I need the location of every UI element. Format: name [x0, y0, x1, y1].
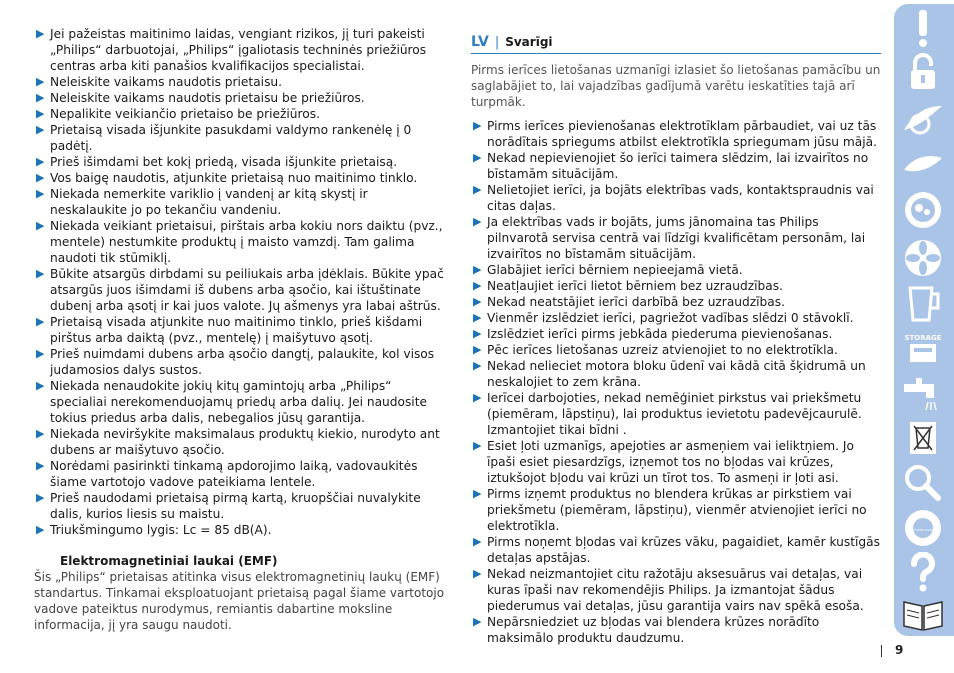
bullet-arrow-icon: ▶ — [36, 155, 45, 168]
bullet-text: Norėdami pasirinkti tinkamą apdorojimo laiką, vadovaukitės šiame vartotojo vadove pateikiama lentele. — [50, 459, 418, 489]
slicer-disc-icon[interactable] — [900, 144, 946, 184]
right-bullet-item — [471, 342, 883, 358]
left-bullet-item — [34, 346, 446, 378]
language-code: LV — [471, 34, 489, 50]
bin-icon[interactable] — [900, 418, 946, 458]
right-bullet-item — [471, 326, 883, 342]
bullet-arrow-icon: ▶ — [473, 119, 482, 132]
citrus-press-icon[interactable] — [900, 190, 946, 230]
bullet-text: Būkite atsargūs dirbdami su peiliukais arba įdėklais. Būkite ypač atsargūs juos išimdami iš dubens arba ąsočio, kai ištuštinate dubenį arba ąsotį ir kai juos valote. Jų ašmenys yra labai aštrūs. — [50, 267, 444, 313]
blender-jug-icon[interactable] — [900, 284, 946, 324]
blade-icon[interactable] — [900, 100, 946, 140]
left-bullet-item — [34, 186, 446, 218]
bullet-arrow-icon: ▶ — [36, 91, 45, 104]
bullet-text: Niekada nenaudokite jokių kitų gamintojų arba „Philips“ specialiai nerekomenduojamų priedų arba dalių. Jei naudosite tokius priedus arba dalis, nebegalios jūsų garantija. — [50, 379, 427, 425]
bullet-arrow-icon: ▶ — [36, 427, 45, 440]
whisk-icon[interactable] — [900, 238, 946, 278]
left-bullet-item — [34, 314, 446, 346]
exclamation-icon[interactable] — [900, 8, 946, 48]
bullet-text: Neleiskite vaikams naudotis prietaisu. — [50, 75, 283, 89]
bullet-text: Niekada neviršykite maksimalaus produktų kiekio, nurodyto ant dubens ar maišytuvo ąsočio. — [50, 427, 440, 457]
bullet-arrow-icon: ▶ — [36, 315, 45, 328]
right-bullet-item — [471, 294, 883, 310]
right-bullet-item — [471, 310, 883, 326]
bullet-arrow-icon: ▶ — [36, 75, 45, 88]
bullet-text: Niekada nemerkite variklio į vandenį ar kitą skystį ir neskalaukite jo po tekančiu vandeniu. — [50, 187, 368, 217]
page-number-divider — [881, 645, 882, 657]
bullet-arrow-icon: ▶ — [473, 391, 482, 404]
worldwide-guarantee-icon[interactable] — [900, 508, 946, 548]
bullet-text: Nekad neizmantojiet citu ražotāju aksesuārus vai detaļas, vai kuras īpaši nav rekomendējis Philips. Ja izmantojat šādus piederumus vai detaļas, jūsu garantija vairs nav spēkā esoša. — [487, 567, 864, 613]
bullet-text: Nelietojiet ierīci, ja bojāts elektrības vads, kontaktspraudnis vai citas daļas. — [487, 183, 874, 213]
left-bullet-item — [34, 90, 446, 106]
bullet-text: Prietaisą visada atjunkite nuo maitinimo tinklo, prieš kišdami pirštus arba daiktą (pvz., mentelę) į maišytuvo ąsotį. — [50, 315, 423, 345]
bullet-text: Vienmēr izslēdziet ierīci, pagriežot vadības slēdzi 0 stāvoklī. — [487, 311, 854, 325]
right-bullet-item — [471, 278, 883, 294]
right-bullet-item — [471, 118, 883, 150]
bullet-arrow-icon: ▶ — [473, 279, 482, 292]
bullet-text: Ierīcei darbojoties, nekad nemēģiniet pirkstus vai priekšmetu (piemēram, lāpstiņu), lai produktus ievietotu padevējcaurulē. Izmantojiet tikai bīdni . — [487, 391, 862, 437]
right-bullet-item — [471, 614, 883, 646]
left-bullet-item — [34, 154, 446, 170]
bullet-text: Nekad neatstājiet ierīci darbībā bez uzraudzības. — [487, 295, 785, 309]
bullet-text: Nepalikite veikiančio prietaiso be priežiūros. — [50, 107, 320, 121]
bullet-text: Pēc ierīces lietošanas uzreiz atvienojiet to no elektrotīkla. — [487, 343, 838, 357]
bullet-text: Glabājiet ierīci bērniem nepieejamā vietā. — [487, 263, 743, 277]
left-bullet-item — [34, 106, 446, 122]
guarantee-label: WORLD-WIDE GUARANTEE — [906, 529, 940, 532]
bullet-arrow-icon: ▶ — [473, 327, 482, 340]
left-bullet-list — [34, 26, 446, 538]
bullet-arrow-icon: ▶ — [473, 263, 482, 276]
bullet-text: Niekada veikiant prietaisui, pirštais arba kokiu nors daiktu (pvz., mentele) nestumkite produktų į maisto vamzdį. Tam galima naudoti tik stūmiklį. — [50, 219, 443, 265]
bullet-arrow-icon: ▶ — [36, 107, 45, 120]
right-bullet-item — [471, 566, 883, 614]
left-bullet-item — [34, 218, 446, 266]
left-column — [34, 26, 446, 633]
left-bullet-item — [34, 122, 446, 154]
manual-book-icon[interactable] — [900, 594, 946, 634]
left-bullet-item — [34, 458, 446, 490]
bullet-arrow-icon: ▶ — [473, 567, 482, 580]
bullet-text: Prieš nuimdami dubens arba ąsočio dangtį, palaukite, kol visos judamosios dalys sustos. — [50, 347, 435, 377]
storage-label: STORAGE — [904, 334, 942, 342]
bullet-text: Prietaisą visada išjunkite pasukdami valdymo rankenėlę į 0 padėtį. — [50, 123, 412, 153]
bullet-text: Pirms ierīces pievienošanas elektrotīklam pārbaudiet, vai uz tās norādītais spriegums atbilst elektrotīkla spriegumam jūsu mājā. — [487, 119, 877, 149]
bullet-text: Nepārsniedziet uz bļodas vai blendera krūzes norādīto maksimālo produktu daudzumu. — [487, 615, 820, 645]
bullet-arrow-icon: ▶ — [473, 151, 482, 164]
bullet-arrow-icon: ▶ — [36, 219, 45, 232]
left-bullet-item — [34, 74, 446, 90]
section-header — [471, 34, 881, 54]
right-bullet-item — [471, 390, 883, 438]
bullet-arrow-icon: ▶ — [36, 27, 45, 40]
bullet-arrow-icon: ▶ — [36, 523, 45, 536]
bullet-arrow-icon: ▶ — [36, 491, 45, 504]
bullet-text: Vos baigę naudotis, atjunkite prietaisą nuo maitinimo tinklo. — [50, 171, 418, 185]
emf-text: Šis „Philips“ prietaisas atitinka visus elektromagnetinių laukų (EMF) standartus. Tinkamai eksploatuojant prietaisą pagal šiame vartotojo vadove pateiktus nurodymus, remiantis dabartine moksline informacija, jį yra saugu naudoti. — [34, 570, 445, 632]
bullet-text: Pirms noņemt bļodas vai krūzes vāku, pagaidiet, kamēr kustīgās detaļas apstājas. — [487, 535, 880, 565]
right-bullet-item — [471, 486, 883, 534]
chapter-sidebar — [894, 4, 954, 636]
bullet-arrow-icon: ▶ — [36, 187, 45, 200]
bullet-arrow-icon: ▶ — [473, 343, 482, 356]
left-bullet-item — [34, 490, 446, 522]
bullet-text: Neleiskite vaikams naudotis prietaisu be priežiūros. — [50, 91, 365, 105]
bullet-arrow-icon: ▶ — [473, 295, 482, 308]
emf-heading: Elektromagnetiniai laukai (EMF) — [60, 554, 278, 568]
storage-icon[interactable] — [900, 328, 946, 368]
question-icon[interactable] — [900, 552, 946, 592]
bullet-arrow-icon: ▶ — [36, 123, 45, 136]
bullet-text: Prieš naudodami prietaisą pirmą kartą, kruopščiai nuvalykite dalis, kurios liesis su maistu. — [50, 491, 421, 521]
left-bullet-item — [34, 170, 446, 186]
magnifier-icon[interactable] — [900, 462, 946, 502]
section-title: Svarīgi — [505, 35, 553, 49]
right-bullet-item — [471, 262, 883, 278]
left-bullet-item — [34, 378, 446, 426]
bullet-arrow-icon: ▶ — [473, 215, 482, 228]
bullet-arrow-icon: ▶ — [36, 459, 45, 472]
bullet-arrow-icon: ▶ — [473, 183, 482, 196]
right-bullet-item — [471, 150, 883, 182]
bullet-arrow-icon: ▶ — [473, 487, 482, 500]
bullet-arrow-icon: ▶ — [473, 439, 482, 452]
bullet-text: Ja elektrības vads ir bojāts, jums jānomaina tas Philips pilnvarotā servisa centrā vai līdzīgi kvalificētam personām, lai izvairītos no bīstamām situācijām. — [487, 215, 866, 261]
bullet-text: Esiet ļoti uzmanīgs, apejoties ar asmeņiem vai ieliktņiem. Jo īpaši esiet piesardzīgs, izņemot tos no bļodas vai krūzes, iztukšojot bļodu vai krūzi un tīrot tos. To asmeņi ir ļoti asi. — [487, 439, 854, 485]
bullet-text: Izslēdziet ierīci pirms jebkāda piederuma pievienošanas. — [487, 327, 833, 341]
left-bullet-item — [34, 522, 446, 538]
right-column — [471, 34, 883, 646]
padlock-icon[interactable] — [900, 52, 946, 92]
left-bullet-item — [34, 26, 446, 74]
bullet-arrow-icon: ▶ — [36, 379, 45, 392]
bullet-text: Jei pažeistas maitinimo laidas, vengiant rizikos, jį turi pakeisti „Philips“ darbuotojai, „Philips“ įgaliotasis techninės priežiūros centras arba kiti panašios kvalifikacijos specialistai. — [50, 27, 427, 73]
bullet-text: Prieš išimdami bet kokį priedą, visada išjunkite prietaisą. — [50, 155, 398, 169]
bullet-text: Triukšmingumo lygis: Lc = 85 dB(A). — [50, 523, 272, 537]
tap-icon[interactable] — [900, 372, 946, 412]
right-bullet-list — [471, 118, 883, 646]
bullet-text: Nekad nepievienojiet šo ierīci taimera slēdzim, lai izvairītos no bīstamām situācijām. — [487, 151, 869, 181]
right-bullet-item — [471, 534, 883, 566]
bullet-arrow-icon: ▶ — [36, 171, 45, 184]
bullet-text: Pirms izņemt produktus no blendera krūkas ar pirkstiem vai priekšmetu (piemēram, lāpstiņu), vienmēr atvienojiet ierīci no elektrotīkla. — [487, 487, 867, 533]
intro-text: Pirms ierīces lietošanas uzmanīgi izlasiet šo lietošanas pamācību un saglabājiet to, lai vajadzības gadījumā varētu ieskatīties tajā arī turpmāk. — [471, 63, 881, 109]
right-bullet-item — [471, 438, 883, 486]
bullet-arrow-icon: ▶ — [473, 535, 482, 548]
page-number: 9 — [895, 643, 904, 657]
right-bullet-item — [471, 214, 883, 262]
bullet-arrow-icon: ▶ — [473, 615, 482, 628]
bullet-arrow-icon: ▶ — [36, 267, 45, 280]
left-bullet-item — [34, 266, 446, 314]
left-bullet-item — [34, 426, 446, 458]
bullet-text: Neatļaujiet ierīci lietot bērniem bez uzraudzības. — [487, 279, 783, 293]
bullet-arrow-icon: ▶ — [36, 347, 45, 360]
bullet-text: Nekad nelieciet motora bloku ūdenī vai kādā citā šķidrumā un neskalojiet to zem krāna. — [487, 359, 866, 389]
header-separator: | — [494, 35, 500, 50]
right-bullet-item — [471, 358, 883, 390]
bullet-arrow-icon: ▶ — [473, 311, 482, 324]
bullet-arrow-icon: ▶ — [473, 359, 482, 372]
right-bullet-item — [471, 182, 883, 214]
